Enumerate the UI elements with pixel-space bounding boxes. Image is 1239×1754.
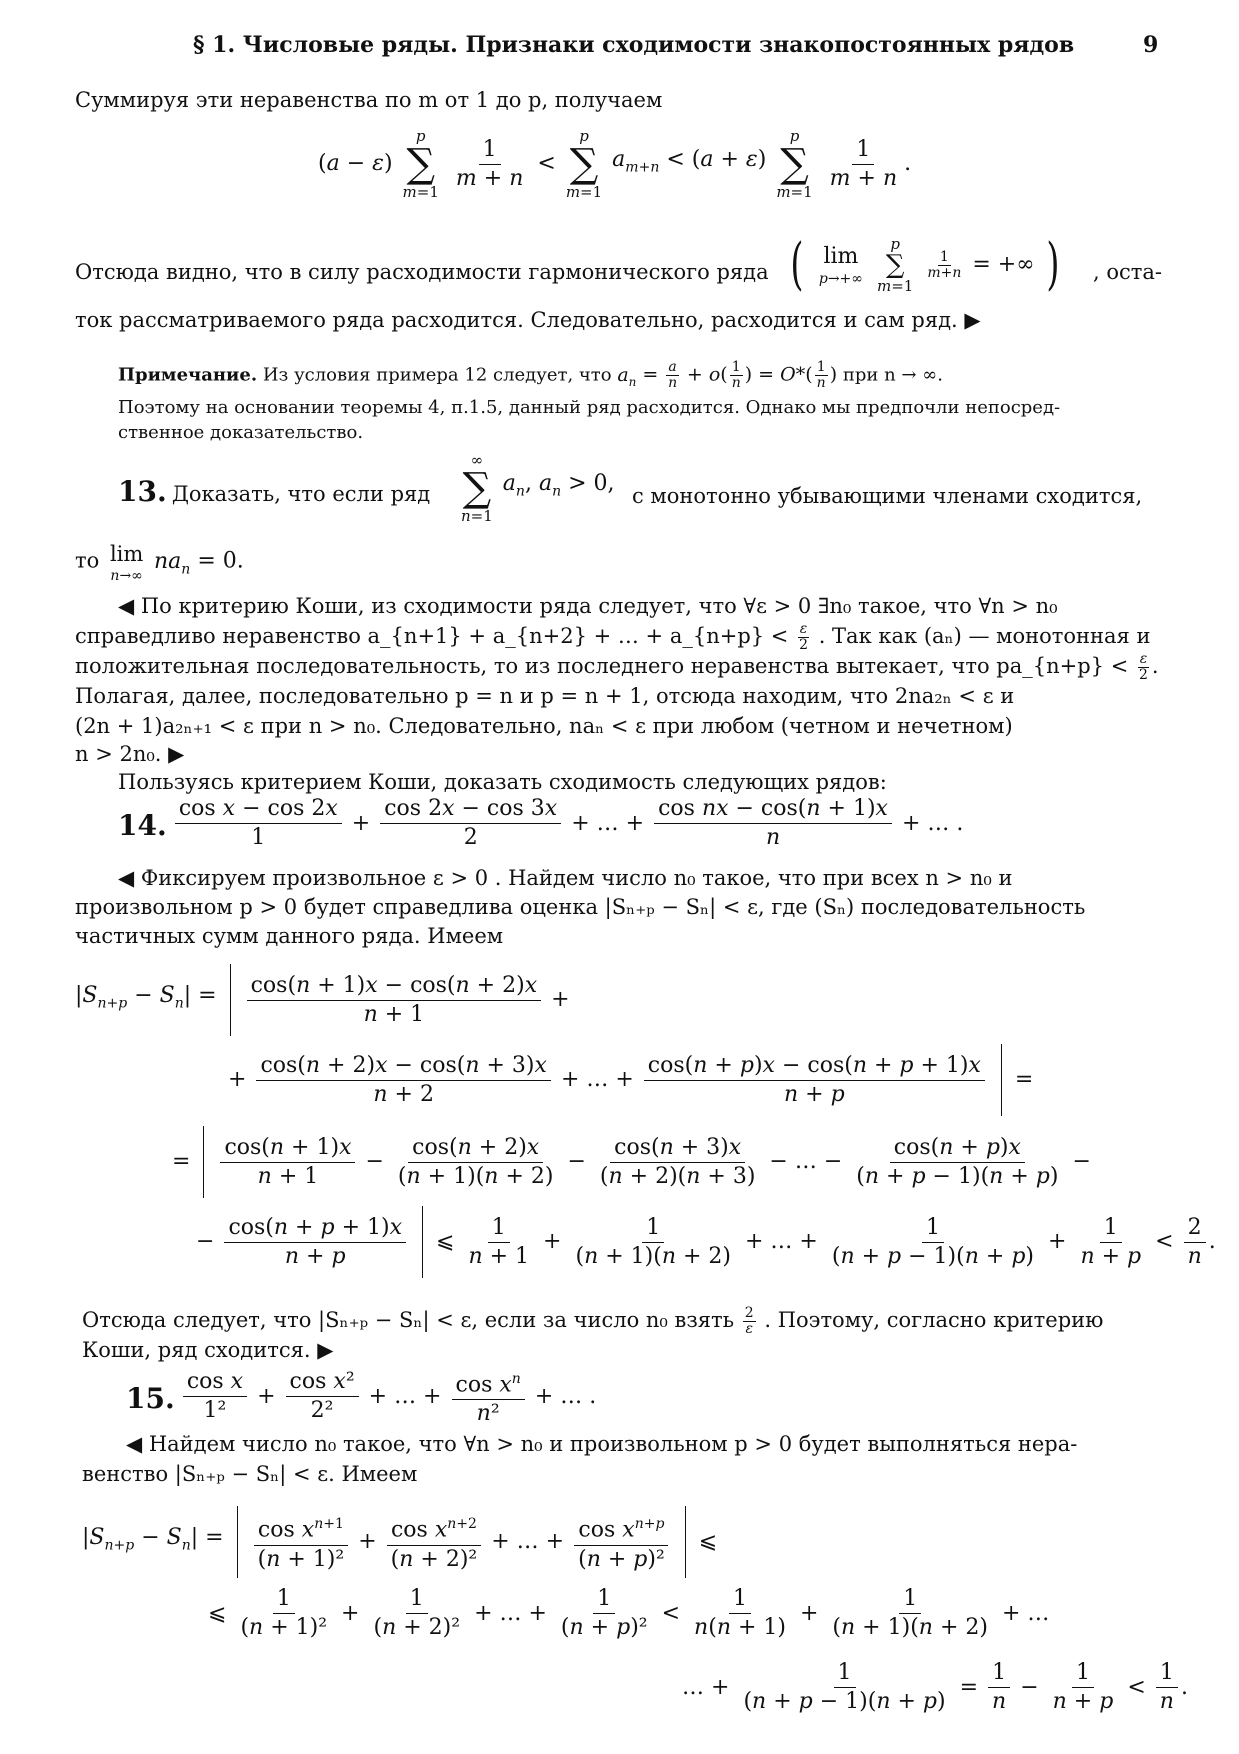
cauchy-task-line: Пользуясь критерием Коши, доказать сходимость следующих рядов: — [118, 770, 887, 794]
example-14-proof-1: ◀ Фиксируем произвольное ε > 0 . Найдем число n₀ такое, что при всех n > n₀ и — [118, 866, 1013, 890]
example-13-number: 13. — [118, 475, 167, 508]
ex15-estimate-line-1: $|S_{n+p} - S_n|$ = $\frac{\cos x^{n+1}}{\text{(n + 1)²}}$ + $\frac{\cos x^{n+2}}{\text{(n + 2)²}}$ + … + $\frac{\cos x^{n+p}}{\text{(n + p)²}}$ ⩽ — [82, 1506, 717, 1578]
example-13-proof-2: справедливо неравенство a_{n+1} + a_{n+2} + … + a_{n+p} < $\frac{\varepsilon}{2}$ . Так как (aₙ) — монотонная и — [75, 621, 1151, 653]
example-15-series: 15. $\frac{\text{cos x}}{\text{1²}}$ + $\frac{\text{cos x²}}{\text{2²}}$ + … + $\frac{\cos x^n}{\text{n²}}$ + … . — [126, 1366, 596, 1427]
cauchy-estimate-line-1: $|S_{n+p} - S_n|$ = $\frac{\cos(n + 1)x - \cos(n + 2)x}{n + 1}$ + — [75, 964, 570, 1036]
remark-line-3: ственное доказательство. — [118, 422, 364, 443]
example-13-statement: 13. Доказать, что если ряд — [118, 475, 431, 508]
harmonic-conclusion-text: Отсюда видно, что в силу расходимости гармонического ряда — [75, 260, 769, 284]
example-13-proof-5: (2n + 1)a₂ₙ₊₁ < ε при n > n₀. Следовательно, naₙ < ε при любом (четном и нечетном) — [75, 714, 1013, 738]
cauchy-estimate-line-3: = $\frac{\cos(n + 1)x}{n + 1}$ − $\frac{\cos(n + 2)x}{(n + 1)(n + 2)}$ − $\frac{\cos(n + 3)x}{(n + 2)(n + 3)}$ − … − $\frac{\cos(n + p)x}{(n + p - 1)(n + p)}$ − — [172, 1126, 1091, 1198]
sum-inequality-formula: (a − ε) p ∑ m=1 $\frac{1}{m + n}$ < p ∑ m=1 $a_{m+n} < (a + \varepsilon)$ p ∑ m=1 $\frac{1}{m + n}$ . — [318, 127, 912, 201]
remark-line-1: Примечание. Из условия примера 12 следует, что $a_n$ = $\frac{a}{n}$ + o( $\frac{1}{n}$ ) = O*( $\frac{1}{n}$ ) при n → ∞. — [118, 359, 943, 391]
cauchy-estimate-line-2: + $\frac{\cos(n + 2)x - \cos(n + 3)x}{n + 2}$ + … + $\frac{\cos(n + p)x - \cos(n + p + 1)x}{n + p}$ = — [228, 1044, 1033, 1116]
example-13-claim: то lim n→∞ $na_n = 0$. — [75, 542, 244, 584]
series-diverges-line: ток рассматриваемого ряда расходится. Следовательно, расходится и сам ряд. ▶ — [75, 308, 981, 332]
example-15-proof-2: венство |Sₙ₊ₚ − Sₙ| < ε. Имеем — [82, 1462, 418, 1486]
example-15-number: 15. — [126, 1381, 175, 1415]
example-14-proof-3: частичных сумм данного ряда. Имеем — [75, 924, 504, 948]
harmonic-conclusion-tail: , оста- — [1093, 260, 1162, 284]
cauchy-estimate-line-4: − $\frac{\cos(n + p + 1)x}{n + p}$ ⩽ $\frac{1}{n + 1}$ + $\frac{1}{(n + 1)(n + 2)}$ + … + $\frac{1}{(n + p - 1)(n + p)}$ + $\frac{1}{n + p}$ < $\frac{2}{n}$ . — [196, 1206, 1216, 1278]
example-13-series: ∞ ∑ n=1 $a_n$, $a_n > 0$, — [461, 451, 615, 525]
remark-label: Примечание. — [118, 364, 258, 386]
ex15-estimate-line-2: ⩽ $\frac{1}{\text{(n + 1)²}}$ + $\frac{1}{\text{(n + 2)²}}$ + … + $\frac{1}{\text{(n + p)²}}$ < $\frac{1}{n(n + 1)}$ + $\frac{1}{(n + 1)(n + 2)}$ + … — [208, 1586, 1050, 1640]
harmonic-limit-formula: ( lim p→+∞ p ∑ m=1 $\frac{1}{m+n}$ = +∞ ) — [790, 232, 1060, 297]
example-14-proof-2: произвольном p > 0 будет справедлива оценка |Sₙ₊ₚ − Sₙ| < ε, где (Sₙ) последовательность — [75, 895, 1086, 919]
example-14-number: 14. — [118, 808, 167, 842]
example-14-series: 14. $\frac{\text{cos x − cos 2x}}{1}$ + $\frac{\cos 2x - \cos 3x}{2}$ + … + $\frac{\text{cos nx − cos(n + 1)x}}{n}$ + … . — [118, 796, 964, 850]
example-13-proof-3: положительная последовательность, то из последнего неравенства вытекает, что pa_{n+p} < $\frac{\varepsilon}{2}$ . — [75, 651, 1159, 683]
example-13-proof-4: Полагая, далее, последовательно p = n и p = n + 1, отсюда находим, что 2na₂ₙ < ε и — [75, 684, 1015, 708]
ex15-estimate-line-3: … + $\frac{1}{(n + p - 1)(n + p)}$ = $\frac{1}{n}$ − $\frac{1}{n + p}$ < $\frac{1}{n}$ . — [682, 1660, 1188, 1714]
running-header: § 1. Числовые ряды. Признаки сходимости знакопостоянных рядов — [193, 32, 1075, 58]
intro-line: Суммируя эти неравенства по m от 1 до p, получаем — [75, 88, 663, 112]
example-13-condition: с монотонно убывающими членами сходится, — [632, 484, 1143, 508]
example-15-proof-1: ◀ Найдем число n₀ такое, что ∀n > n₀ и произвольном p > 0 будет выполняться нера- — [126, 1432, 1078, 1456]
example-13-proof-6: n > 2n₀. ▶ — [75, 742, 185, 766]
page-number: 9 — [1143, 32, 1159, 58]
example-13-proof-1: ◀ По критерию Коши, из сходимости ряда следует, что ∀ε > 0 ∃n₀ такое, что ∀n > n₀ — [118, 594, 1058, 618]
remark-line-2: Поэтому на основании теоремы 4, п.1.5, данный ряд расходится. Однако мы предпочли непосред- — [118, 397, 1061, 418]
example-14-conclusion-2: Коши, ряд сходится. ▶ — [82, 1338, 334, 1362]
example-14-conclusion-1: Отсюда следует, что |Sₙ₊ₚ − Sₙ| < ε, если за число n₀ взять $\frac{2}{\varepsilon}$ . Поэтому, согласно критерию — [82, 1305, 1104, 1337]
